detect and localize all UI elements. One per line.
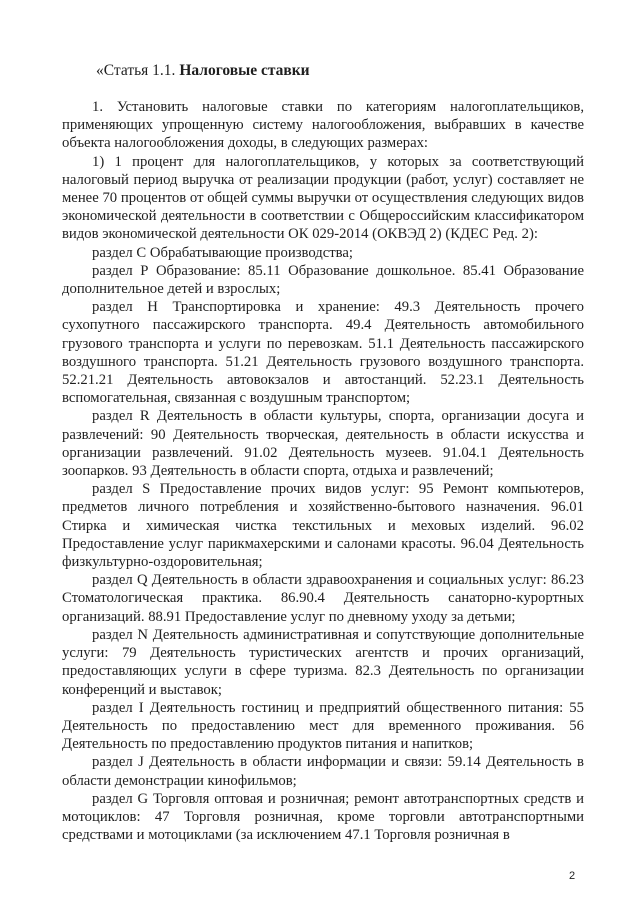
paragraph-7: раздел S Предоставление прочих видов услуг: 95 Ремонт компьютеров, предметов личного потребления и хозяйственно-бытового назначения. 96.01 Стирка и химическая чистка текстильных и меховых изделий. 96.02 Предоставление услуг парикмахерскими и салонами красоты. 96.04 Деятельность физкультурно-оздоровительная; bbox=[62, 481, 584, 571]
paragraph-10: раздел I Деятельность гостиниц и предприятий общественного питания: 55 Деятельность по предоставлению мест для временного проживания. 56 Деятельность по предоставлению продуктов питания и напитков; bbox=[62, 699, 584, 753]
paragraph-4: раздел Р Образование: 85.11 Образование дошкольное. 85.41 Образование дополнительное детей и взрослых; bbox=[62, 262, 584, 298]
article-body bbox=[62, 98, 584, 844]
paragraph-11: раздел J Деятельность в области информации и связи: 59.14 Деятельность в области демонстрации кинофильмов; bbox=[62, 754, 584, 789]
paragraph-1: 1. Установить налоговые ставки по категориям налогоплательщиков, применяющих упрощенную систему налогообложения, выбравших в качестве объекта налогообложения доходы, в следующих размерах: bbox=[62, 99, 584, 152]
paragraph-8: раздел Q Деятельность в области здравоохранения и социальных услуг: 86.23 Стоматологическая практика. 86.90.4 Деятельность санаторно-курортных организаций. 88.91 Предоставление услуг по дневному уходу за детьми; bbox=[62, 572, 584, 625]
page-number: 2 bbox=[569, 870, 576, 882]
paragraph-6: раздел R Деятельность в области культуры, спорта, организации досуга и развлечений: 90 Деятельность творческая, деятельность в области искусства и организации развлечений. 91.02 Деятельность музеев. 91.04.1 Деятельность зоопарков. 93 Деятельность в области спорта, отдыха и развлечений; bbox=[62, 408, 584, 480]
paragraph-2: 1) 1 процент для налогоплательщиков, у которых за соответствующий налоговый период выручка от реализации продукции (работ, услуг) составляет не менее 70 процентов от общей суммы выручки от осуществления следующих видов экономической деятельности в соответствии с Общероссийским классификатором видов экономической деятельности ОК 029-2014 (ОКВЭД 2) (КДЕС Ред. 2): bbox=[62, 153, 584, 243]
article-number: «Статья 1.1. bbox=[96, 62, 180, 79]
article-title: Налоговые ставки bbox=[179, 62, 310, 79]
paragraph-9: раздел N Деятельность административная и сопутствующие дополнительные услуги: 79 Деятельность туристических агентств и прочих организаций, предоставляющих услуги в сфере туризма. 82.3 Деятельность по организации конференций и выставок; bbox=[62, 626, 584, 698]
paragraph-3: раздел С Обрабатывающие производства; bbox=[92, 244, 354, 261]
article-heading bbox=[96, 62, 310, 81]
paragraph-12: раздел G Торговля оптовая и розничная; ремонт автотранспортных средств и мотоциклов: 47 Торговля розничная, кроме торговли автотранспортными средствами и мотоциклами (за исключением 47.1 Торговля розничная в bbox=[62, 790, 584, 844]
paragraph-5: раздел Н Транспортировка и хранение: 49.3 Деятельность прочего сухопутного пассажирского транспорта. 49.4 Деятельность автомобильного грузового транспорта и услуги по перевозкам. 51.1 Деятельность пассажирского воздушного транспорта. 51.21 Деятельность грузового воздушного транспорта. 52.21.21 Деятельность автовокзалов и автостанций. 52.23.1 Деятельность вспомогательная, связанная с воздушным транспортом; bbox=[62, 299, 584, 407]
